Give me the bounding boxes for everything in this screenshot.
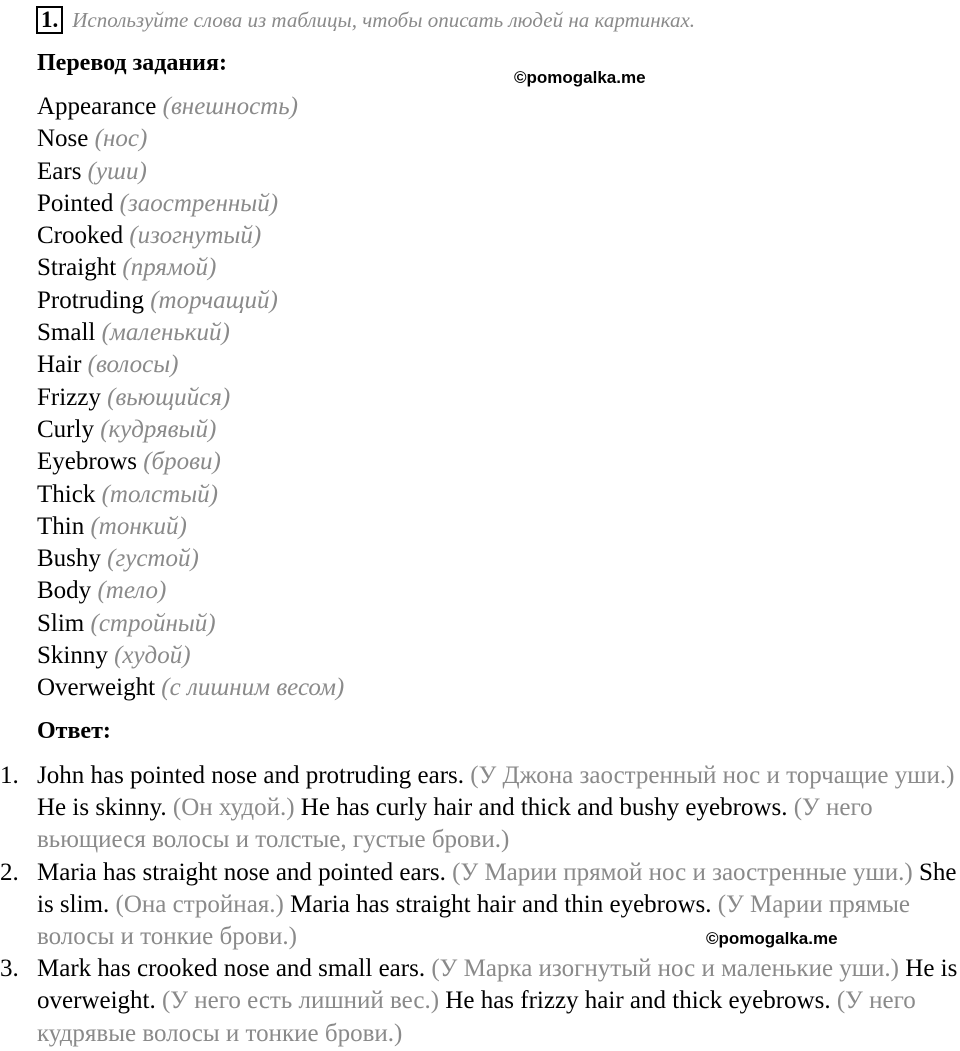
vocab-item xyxy=(37,317,344,349)
vocab-item xyxy=(37,575,344,607)
vocab-translation: (худой) xyxy=(114,642,191,670)
task-instruction: Используйте слова из таблицы, чтобы описать людей на картинках. xyxy=(72,7,696,32)
watermark: ©pomogalka.me xyxy=(706,929,838,948)
vocab-translation: (толстый) xyxy=(101,480,218,508)
translation-heading: Перевод задания: xyxy=(37,50,227,76)
answer-sentence: Maria has straight nose and pointed ears. xyxy=(37,858,446,886)
task-number: 1. xyxy=(36,6,63,34)
answer-translation: (Он худой.) xyxy=(172,794,295,822)
vocab-translation: (волосы) xyxy=(87,351,179,379)
answer-number: 2. xyxy=(0,858,19,886)
vocab-word: Crooked xyxy=(37,222,124,250)
vocab-translation: (кудрявый) xyxy=(100,415,217,443)
vocabulary-list xyxy=(37,91,344,705)
vocab-word: Appearance xyxy=(37,93,157,120)
vocab-word: Thick xyxy=(37,480,96,508)
answer-sentence: Mark has crooked nose and small ears. xyxy=(37,955,426,983)
vocab-item xyxy=(37,252,344,284)
answer-sentence: John has pointed nose and protruding ears. xyxy=(37,762,465,789)
vocab-word: Overweight xyxy=(37,674,156,702)
vocab-translation: (уши) xyxy=(87,157,147,185)
vocab-word: Nose xyxy=(37,125,89,153)
vocab-translation: (заостренный) xyxy=(119,189,279,217)
vocab-word: Eyebrows xyxy=(37,448,137,476)
vocab-translation: (тело) xyxy=(97,577,167,605)
vocab-translation: (маленький) xyxy=(101,319,230,347)
answer-sentence: He is skinny. xyxy=(37,794,167,822)
answer-translation: (У него вьющиеся волосы и толстые, густые брови.) xyxy=(37,794,873,854)
vocab-item xyxy=(37,672,344,704)
vocab-translation: (с лишним весом) xyxy=(161,674,345,702)
vocab-item xyxy=(37,414,344,446)
vocab-item xyxy=(37,511,344,543)
vocab-item xyxy=(37,543,344,575)
vocab-word: Frizzy xyxy=(37,383,101,411)
vocab-word: Hair xyxy=(37,351,82,379)
vocab-translation: (брови) xyxy=(143,448,221,476)
vocab-item xyxy=(37,382,344,414)
vocab-item xyxy=(37,446,344,478)
vocab-word: Protruding xyxy=(37,286,144,314)
answer-item xyxy=(0,760,960,857)
answer-heading: Ответ: xyxy=(37,718,111,744)
answer-translation: (Она стройная.) xyxy=(115,890,284,918)
vocab-item xyxy=(37,220,344,252)
vocab-word: Straight xyxy=(37,254,117,282)
vocab-word: Pointed xyxy=(37,189,114,217)
vocab-translation: (нос) xyxy=(94,125,148,153)
answer-sentence: He has frizzy hair and thick eyebrows. xyxy=(445,987,831,1015)
vocab-word: Ears xyxy=(37,157,82,185)
vocab-item xyxy=(37,91,344,123)
vocab-word: Small xyxy=(37,319,96,347)
vocab-translation: (стройный) xyxy=(90,609,216,637)
vocab-item xyxy=(37,640,344,672)
answer-sentence: He is overweight. xyxy=(37,955,958,1015)
answer-translation: (У Марии прямые волосы и тонкие брови.) xyxy=(37,890,910,951)
vocab-translation: (тонкий) xyxy=(90,512,187,540)
vocab-word: Thin xyxy=(37,512,85,540)
answer-translation: (У него кудрявые волосы и тонкие брови.) xyxy=(37,987,916,1047)
vocab-item xyxy=(37,156,344,188)
answer-translation: (У Марка изогнутый нос и маленькие уши.) xyxy=(431,955,900,983)
answer-sentence: Maria has straight hair and thin eyebrows. xyxy=(290,890,712,918)
answer-sentence: She is slim. xyxy=(37,858,957,918)
vocab-translation: (торчащий) xyxy=(150,286,278,314)
answer-translation: (У Марии прямой нос и заостренные уши.) xyxy=(452,858,913,886)
task-header xyxy=(36,4,695,36)
vocab-word: Bushy xyxy=(37,545,101,573)
answer-number: 1. xyxy=(0,762,19,789)
watermark: ©pomogalka.me xyxy=(514,68,646,87)
vocab-word: Curly xyxy=(37,415,94,443)
vocab-word: Body xyxy=(37,577,92,605)
vocab-translation: (густой) xyxy=(107,545,199,573)
vocab-translation: (изогнутый) xyxy=(129,222,262,250)
vocab-translation: (вьющийся) xyxy=(107,383,231,411)
vocab-item xyxy=(37,285,344,317)
vocab-word: Skinny xyxy=(37,642,108,670)
answer-sentence: He has curly hair and thick and bushy eyebrows. xyxy=(300,794,788,822)
vocab-item xyxy=(37,349,344,381)
vocab-translation: (внешность) xyxy=(162,93,298,120)
vocab-word: Slim xyxy=(37,609,85,637)
vocab-item xyxy=(37,123,344,155)
vocab-item xyxy=(37,188,344,220)
answer-translation: (У него есть лишний вес.) xyxy=(161,987,440,1015)
vocab-translation: (прямой) xyxy=(122,254,217,282)
answer-translation: (У Джона заостренный нос и торчащие уши.) xyxy=(470,762,955,789)
vocab-item xyxy=(37,608,344,640)
answer-list xyxy=(0,760,960,1050)
answer-number: 3. xyxy=(0,955,19,983)
vocab-item xyxy=(37,479,344,511)
answer-item xyxy=(0,953,960,1050)
